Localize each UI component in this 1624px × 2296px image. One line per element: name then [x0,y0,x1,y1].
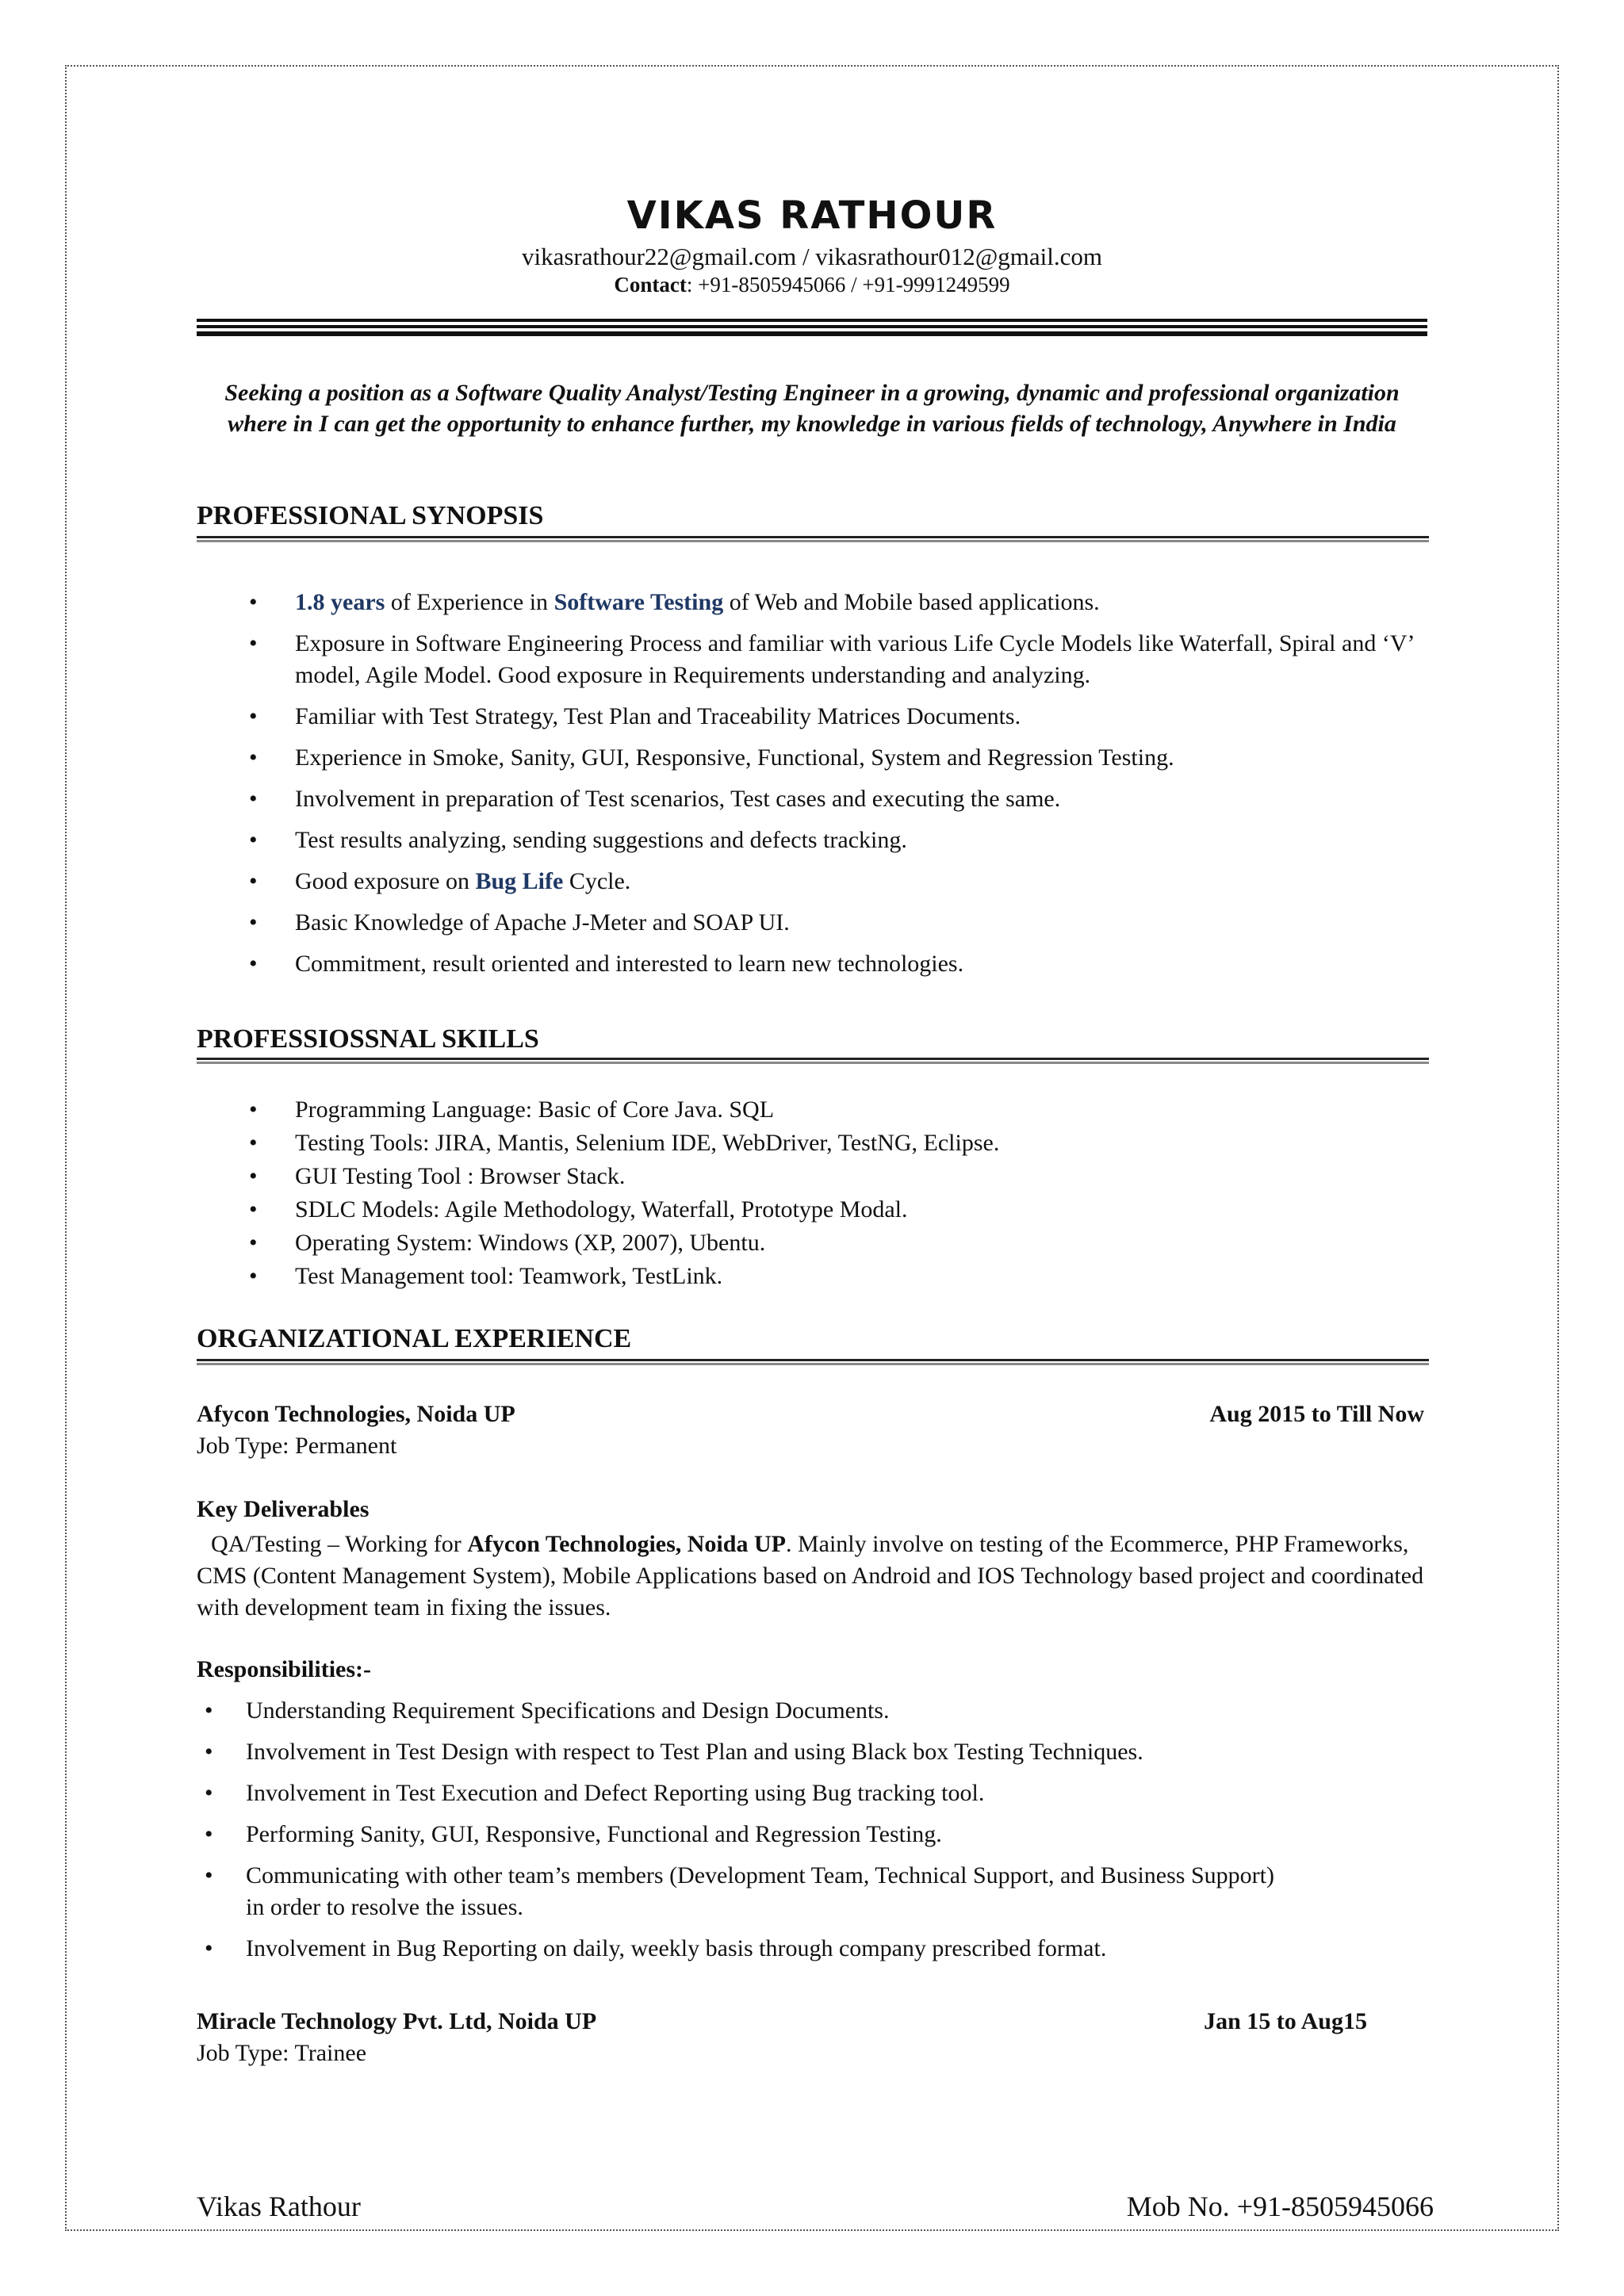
footer-name: Vikas Rathour [197,2191,361,2222]
list-item: • Involvement in Test Design with respect to Test Plan and using Black box Testing Techniques. [197,1736,1418,1768]
contact-numbers: : +91-8505945066 / +91-9991249599 [686,273,1010,297]
list-item: • Operating System: Windows (XP, 2007), Ubentu. [197,1227,1465,1259]
list-item: • Performing Sanity, GUI, Responsive, Functional and Regression Testing. [197,1819,1418,1850]
responsibilities-label: Responsibilities:- [197,1656,372,1682]
list-item: • Test Management tool: Teamwork, TestLink. [197,1261,1465,1292]
key-deliverables-label: Key Deliverables [197,1496,370,1522]
list-item: • Commitment, result oriented and interested to learn new technologies. [197,948,1465,980]
header-divider [197,319,1427,336]
list-item: • 1.8 years of Experience in Software Testing of Web and Mobile based applications. [197,587,1465,618]
section-rule [197,1058,1429,1064]
footer-mobile: Mob No. +91-8505945066 [1126,2191,1434,2222]
job-type: Job Type: Trainee [197,2040,367,2066]
list-item: • Exposure in Software Engineering Process and familiar with various Life Cycle Models like Waterfall, Spiral and ‘V’ model, Agile Model. Good exposure in Requirements understanding and analyzing. [197,628,1465,691]
list-item: • Experience in Smoke, Sanity, GUI, Responsive, Functional, System and Regression Testing. [197,742,1465,774]
list-item: • Basic Knowledge of Apache J-Meter and SOAP UI. [197,907,1465,939]
contact-line [0,273,1624,297]
list-item: • Programming Language: Basic of Core Java. SQL [197,1094,1465,1126]
section-title-skills: PROFESSIOSSNAL SKILLS [197,1024,539,1054]
list-item: • Testing Tools: JIRA, Mantis, Selenium IDE, WebDriver, TestNG, Eclipse. [197,1127,1465,1159]
list-item: • Understanding Requirement Specifications and Design Documents. [197,1695,1418,1727]
key-deliverables-text: QA/Testing – Working for Afycon Technologies, Noida UP. Mainly involve on testing of the Ecommerce, PHP Frameworks, CMS (Content Management System), Mobile Applications based on Android and IOS Technology based project and coordinated with development team in fixing the issues. [197,1531,1424,1621]
section-title-experience: ORGANIZATIONAL EXPERIENCE [197,1324,632,1353]
list-item: • GUI Testing Tool : Browser Stack. [197,1161,1465,1192]
list-item: • Test results analyzing, sending suggestions and defects tracking. [197,825,1465,856]
contact-label: Contact [614,273,687,297]
section-title-synopsis: PROFESSIONAL SYNOPSIS [197,501,544,530]
job-type: Job Type: Permanent [197,1433,397,1459]
skills-list [197,1094,1465,1292]
list-item: • Involvement in Test Execution and Defect Reporting using Bug tracking tool. [197,1777,1418,1809]
list-item: • Familiar with Test Strategy, Test Plan and Traceability Matrices Documents. [197,701,1465,733]
list-item: • Involvement in Bug Reporting on daily, weekly basis through company prescribed format. [197,1933,1418,1965]
section-rule [197,1359,1429,1365]
list-item: • SDLC Models: Agile Methodology, Waterfall, Prototype Modal. [197,1194,1465,1226]
section-rule [197,536,1429,542]
employment-dates: Jan 15 to Aug15 [1204,2008,1367,2034]
career-objective: Seeking a position as a Software Quality Analyst/Testing Engineer in a growing, dynamic and professional organization where in I can get the opportunity to enhance further, my knowledge in various fields of technology, Anywhere in India [224,380,1400,437]
synopsis-list [197,587,1465,980]
responsibilities-list [197,1695,1418,1965]
list-item: • Good exposure on Bug Life Cycle. [197,866,1465,897]
list-item: • Involvement in preparation of Test scenarios, Test cases and executing the same. [197,783,1465,815]
employment-dates: Aug 2015 to Till Now [1209,1401,1424,1427]
company-name: Afycon Technologies, Noida UP [197,1401,515,1427]
list-item: • Communicating with other team’s members (Development Team, Technical Support, and Business Support) in order to resolve the issues. [197,1860,1418,1923]
email-addresses: vikasrathour22@gmail.com / vikasrathour012@gmail.com [521,243,1103,270]
company-name: Miracle Technology Pvt. Ltd, Noida UP [197,2008,597,2034]
candidate-name: VIKAS RATHOUR [626,193,998,238]
